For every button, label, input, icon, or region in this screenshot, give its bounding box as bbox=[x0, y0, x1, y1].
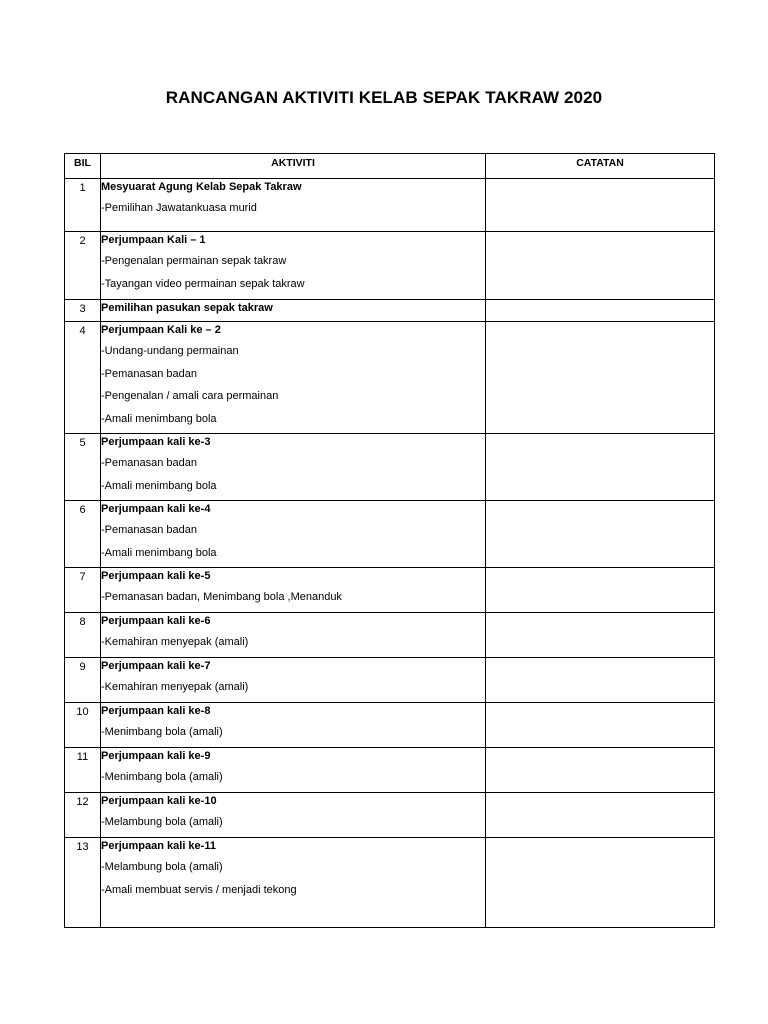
activity-cell bbox=[101, 793, 486, 838]
activity-title: Perjumpaan kali ke-3 bbox=[101, 436, 211, 448]
activity-detail: -Undang-undang permainan bbox=[101, 345, 239, 357]
activity-detail: -Pemanasan badan, Menimbang bola ,Menanduk bbox=[101, 591, 342, 603]
table-row bbox=[65, 300, 715, 322]
activity-title: Perjumpaan kali ke-7 bbox=[101, 660, 211, 672]
table-row bbox=[65, 613, 715, 658]
notes-cell bbox=[486, 703, 715, 748]
activity-plan-table bbox=[64, 153, 715, 928]
activity-title: Perjumpaan kali ke-5 bbox=[101, 570, 211, 582]
activity-title: Mesyuarat Agung Kelab Sepak Takraw bbox=[101, 181, 302, 193]
table-row bbox=[65, 748, 715, 793]
table-row bbox=[65, 658, 715, 703]
activity-detail: -Menimbang bola (amali) bbox=[101, 726, 223, 738]
activity-detail: -Amali membuat servis / menjadi tekong bbox=[101, 883, 297, 896]
notes-cell bbox=[486, 568, 715, 613]
row-number: 2 bbox=[65, 232, 101, 300]
header-aktiviti: AKTIVITI bbox=[101, 154, 486, 179]
row-number: 3 bbox=[65, 300, 101, 322]
notes-cell bbox=[486, 838, 715, 928]
activity-title: Perjumpaan kali ke-9 bbox=[101, 750, 211, 762]
table-row bbox=[65, 322, 715, 434]
table-row bbox=[65, 703, 715, 748]
page-title: RANCANGAN AKTIVITI KELAB SEPAK TAKRAW 2020 bbox=[165, 88, 603, 107]
activity-detail: -Melambung bola (amali) bbox=[101, 816, 223, 828]
activity-detail: -Melambung bola (amali) bbox=[101, 861, 223, 873]
notes-cell bbox=[486, 793, 715, 838]
notes-cell bbox=[486, 613, 715, 658]
activity-cell bbox=[101, 748, 486, 793]
table-row bbox=[65, 232, 715, 300]
row-number: 13 bbox=[65, 838, 101, 928]
row-number: 9 bbox=[65, 658, 101, 703]
row-number: 6 bbox=[65, 501, 101, 568]
notes-cell bbox=[486, 434, 715, 501]
table-row bbox=[65, 434, 715, 501]
notes-cell bbox=[486, 300, 715, 322]
activity-detail: -Tayangan video permainan sepak takraw bbox=[101, 277, 305, 290]
activity-title: Perjumpaan kali ke-8 bbox=[101, 705, 211, 717]
activity-detail: -Menimbang bola (amali) bbox=[101, 771, 223, 783]
activity-detail: -Pemanasan badan bbox=[101, 367, 198, 380]
activity-title: Perjumpaan kali ke-6 bbox=[101, 615, 211, 627]
activity-detail: -Pengenalan / amali cara permainan bbox=[101, 390, 279, 402]
row-number: 7 bbox=[65, 568, 101, 613]
table-row bbox=[65, 793, 715, 838]
notes-cell bbox=[486, 322, 715, 434]
activity-cell bbox=[101, 300, 486, 322]
row-number: 8 bbox=[65, 613, 101, 658]
header-catatan: CATATAN bbox=[486, 154, 715, 179]
activity-cell bbox=[101, 613, 486, 658]
activity-cell bbox=[101, 322, 486, 434]
activity-title: Perjumpaan kali ke-11 bbox=[101, 840, 216, 852]
activity-detail: -Kemahiran menyepak (amali) bbox=[101, 681, 249, 693]
row-number: 11 bbox=[65, 748, 101, 793]
header-bil: BIL bbox=[65, 154, 101, 179]
activity-title: Pemilihan pasukan sepak takraw bbox=[101, 302, 273, 314]
activity-cell bbox=[101, 838, 486, 928]
activity-detail: -Pemanasan badan bbox=[101, 524, 198, 536]
table-row bbox=[65, 179, 715, 232]
activity-cell bbox=[101, 179, 486, 232]
row-number: 10 bbox=[65, 703, 101, 748]
row-number: 4 bbox=[65, 322, 101, 434]
activity-detail: -Amali menimbang bola bbox=[101, 546, 217, 559]
notes-cell bbox=[486, 748, 715, 793]
activity-detail: -Pengenalan permainan sepak takraw bbox=[101, 255, 287, 267]
activity-cell bbox=[101, 434, 486, 501]
activity-cell bbox=[101, 703, 486, 748]
activity-detail: -Amali menimbang bola bbox=[101, 412, 217, 425]
activity-detail: -Pemanasan badan bbox=[101, 457, 198, 469]
activity-detail: -Pemilihan Jawatankuasa murid bbox=[101, 202, 257, 214]
row-number: 5 bbox=[65, 434, 101, 501]
row-number: 12 bbox=[65, 793, 101, 838]
activity-cell bbox=[101, 232, 486, 300]
notes-cell bbox=[486, 658, 715, 703]
table-header-row bbox=[65, 154, 715, 179]
notes-cell bbox=[486, 232, 715, 300]
activity-title: Perjumpaan Kali ke – 2 bbox=[101, 324, 221, 336]
activity-cell bbox=[101, 501, 486, 568]
notes-cell bbox=[486, 501, 715, 568]
activity-detail: -Kemahiran menyepak (amali) bbox=[101, 636, 249, 648]
activity-detail: -Amali menimbang bola bbox=[101, 479, 217, 492]
table-row bbox=[65, 838, 715, 928]
table-row bbox=[65, 501, 715, 568]
row-number: 1 bbox=[65, 179, 101, 232]
activity-cell bbox=[101, 658, 486, 703]
activity-cell bbox=[101, 568, 486, 613]
activity-title: Perjumpaan Kali – 1 bbox=[101, 234, 206, 246]
notes-cell bbox=[486, 179, 715, 232]
table-row bbox=[65, 568, 715, 613]
table-body bbox=[65, 179, 715, 928]
activity-title: Perjumpaan kali ke-10 bbox=[101, 795, 217, 807]
activity-title: Perjumpaan kali ke-4 bbox=[101, 503, 211, 515]
